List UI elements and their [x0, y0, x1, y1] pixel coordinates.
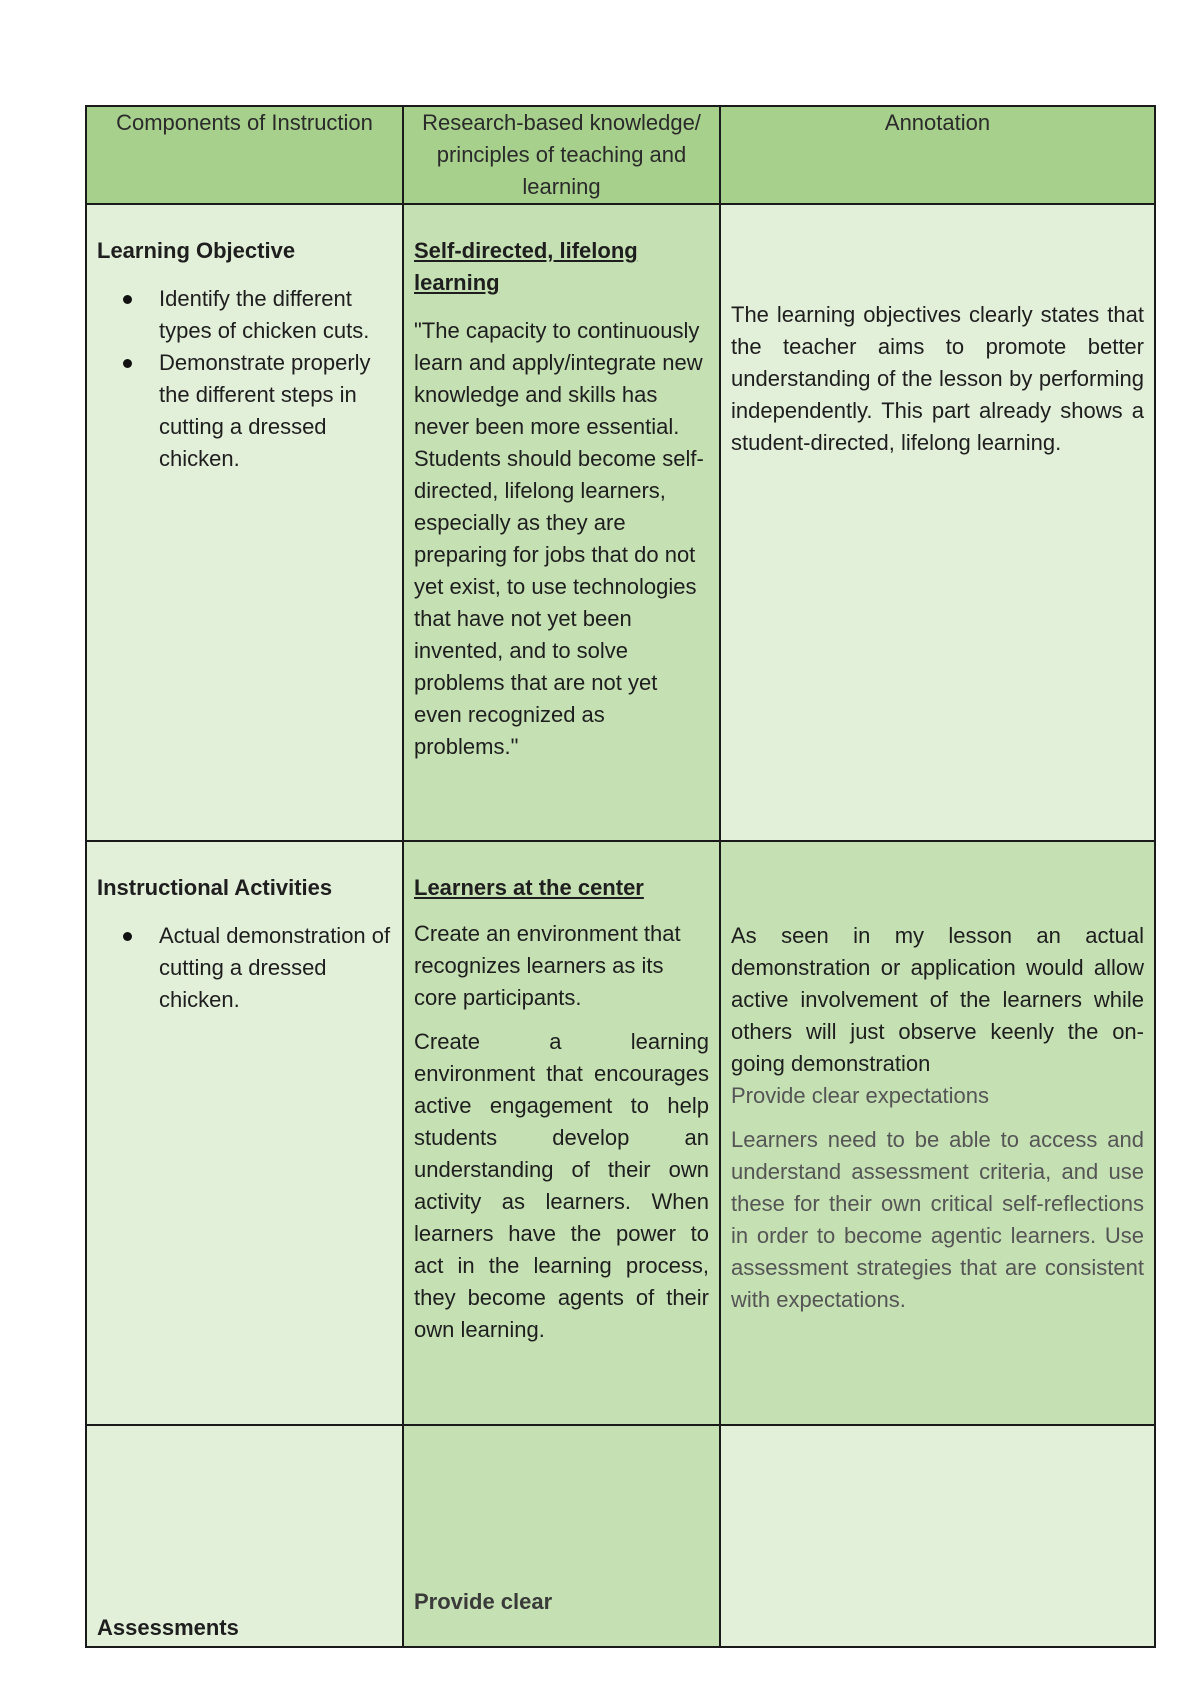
header-text: Annotation: [884, 110, 991, 135]
header-cell-annotation: [720, 106, 1155, 204]
annotation-cell: [720, 841, 1155, 1425]
list-item: Demonstrate properly the different steps in cutting a dressed chicken.: [159, 347, 392, 475]
table-row: [86, 841, 1155, 1425]
component-title: Learning Objective: [97, 238, 296, 263]
principle-title: Learners at the center: [414, 875, 644, 900]
component-cell: [86, 204, 403, 841]
header-cell-research: [403, 106, 720, 204]
principle-paragraph: Create an environment that recognizes learners as its core participants.: [414, 921, 681, 1010]
annotation-cell: [720, 204, 1155, 841]
principle-cell: [403, 841, 720, 1425]
header-cell-components: [86, 106, 403, 204]
annotation-paragraph: Learners need to be able to access and understand assessment criteria, and use these for their own critical self-reflections in order to become agentic learners. Use assessment strategies that are consistent with expectations.: [731, 1127, 1144, 1312]
component-list: [97, 920, 392, 1016]
header-text: Research-based knowledge/ principles of teaching and learning: [422, 110, 701, 199]
table-row: [86, 204, 1155, 841]
principle-cell: [403, 204, 720, 841]
table-row: [86, 1425, 1155, 1647]
instruction-table: [85, 105, 1156, 1648]
header-text: Components of Instruction: [116, 110, 373, 135]
list-item: Actual demonstration of cutting a dressed chicken.: [159, 920, 392, 1016]
principle-title: Provide clear: [414, 1589, 553, 1614]
table-header-row: [86, 106, 1155, 204]
component-cell: [86, 841, 403, 1425]
component-list: [97, 283, 392, 475]
annotation-cell: [720, 1425, 1155, 1647]
annotation-paragraph: The learning objectives clearly states that the teacher aims to promote better understanding of the lesson by performing independently. This part already shows a student-directed, lifelong learning.: [731, 302, 1144, 455]
annotation-paragraph: As seen in my lesson an actual demonstration or application would allow active involvement of the learners while others will just observe keenly the on-going demonstration: [731, 923, 1144, 1076]
component-cell: [86, 1425, 403, 1647]
component-title: Instructional Activities: [97, 875, 333, 900]
component-title: Assessments: [97, 1615, 239, 1640]
principle-paragraph: "The capacity to continuously learn and apply/integrate new knowledge and skills has never been more essential. Students should become self-directed, lifelong learners, especially as they are preparing for jobs that do not yet exist, to use technologies that have not yet been invented, and to solve problems that are not yet even recognized as problems.": [414, 318, 704, 759]
principle-title: Self-directed, lifelong learning: [414, 238, 638, 295]
annotation-subheading: Provide clear expectations: [731, 1083, 990, 1108]
principle-paragraph: Create a learning environment that encourages active engagement to help students develop an understanding of their own activity as learners. When learners have the power to act in the learning process, they become agents of their own learning.: [414, 1029, 709, 1342]
list-item: Identify the different types of chicken cuts.: [159, 283, 392, 347]
principle-cell: [403, 1425, 720, 1647]
